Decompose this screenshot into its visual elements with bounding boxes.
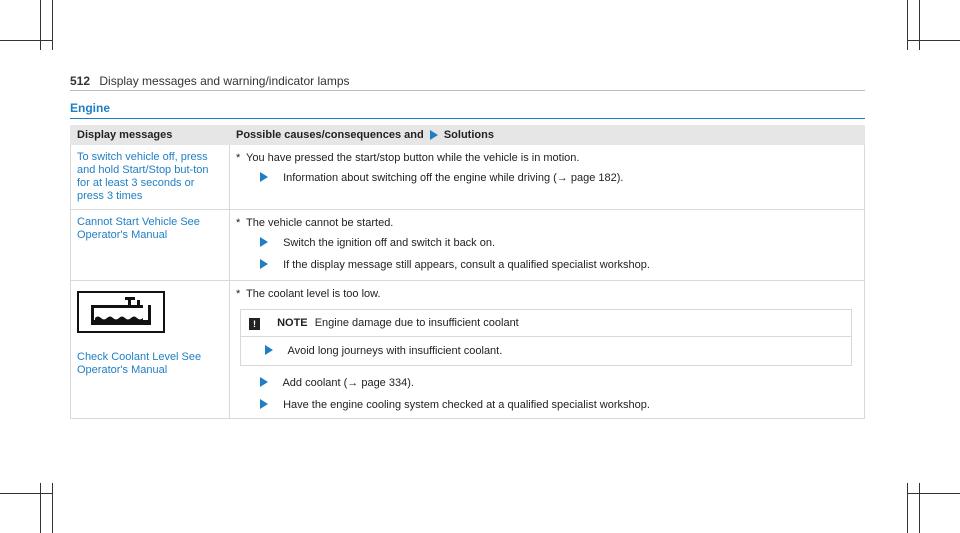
cause-text: The coolant level is too low. bbox=[246, 288, 381, 300]
note-header bbox=[241, 310, 851, 337]
crop-mark bbox=[40, 483, 41, 533]
cause-item bbox=[236, 151, 858, 165]
note-box bbox=[240, 309, 852, 366]
solution-text: Switch the ignition off and switch it back on. bbox=[283, 237, 496, 249]
solution-item bbox=[236, 236, 858, 250]
col-header-solutions-text: Solutions bbox=[443, 129, 494, 141]
col-header-causes-text: Possible causes/consequences and bbox=[236, 129, 424, 141]
crop-mark bbox=[40, 0, 41, 50]
table-row bbox=[71, 281, 865, 419]
bullet-asterisk: * bbox=[236, 217, 241, 229]
note-solution bbox=[241, 337, 851, 365]
note-solution-text: Avoid long journeys with insufficient coolant. bbox=[287, 345, 503, 357]
crop-mark bbox=[919, 0, 920, 50]
display-message: To switch vehicle off, press and hold Start/Stop but-ton for at least 3 seconds or press 3 times bbox=[71, 145, 230, 210]
display-messages-table bbox=[70, 125, 865, 419]
solution-text: If the display message still appears, consult a qualified specialist workshop. bbox=[283, 259, 650, 271]
crop-mark bbox=[908, 40, 960, 41]
solution-item bbox=[236, 258, 858, 272]
warning-icon: ! bbox=[249, 318, 260, 330]
header-rule bbox=[70, 90, 865, 91]
arrow-right-icon bbox=[260, 259, 268, 269]
crop-mark bbox=[0, 40, 52, 41]
col-header-message: Display messages bbox=[71, 126, 230, 145]
solution-item bbox=[236, 376, 858, 390]
cause-text: The vehicle cannot be started. bbox=[246, 217, 394, 229]
arrow-right-icon bbox=[430, 130, 438, 140]
arrow-right-icon bbox=[260, 172, 268, 182]
arrow-right-icon bbox=[260, 377, 268, 387]
table-row bbox=[71, 210, 865, 281]
crop-mark bbox=[908, 493, 960, 494]
note-label: NOTE bbox=[277, 317, 308, 329]
cause-item bbox=[236, 287, 858, 301]
crop-mark bbox=[52, 483, 53, 533]
section-rule bbox=[70, 118, 865, 119]
arrow-right-icon bbox=[260, 237, 268, 247]
solution-item bbox=[236, 171, 858, 185]
crop-mark bbox=[919, 483, 920, 533]
table-row bbox=[71, 145, 865, 210]
cause-item bbox=[236, 216, 858, 230]
crop-mark bbox=[0, 493, 52, 494]
solution-item bbox=[236, 398, 858, 412]
page-number: 512 bbox=[70, 74, 91, 88]
table-header-row bbox=[71, 126, 865, 145]
display-message-cell bbox=[71, 281, 230, 419]
note-text: Engine damage due to insufficient coolant bbox=[314, 317, 519, 329]
solution-text: Have the engine cooling system checked at a qualified specialist workshop. bbox=[283, 399, 650, 411]
crop-mark bbox=[907, 483, 908, 533]
section-title: Engine bbox=[70, 101, 111, 115]
arrow-right-icon bbox=[260, 399, 268, 409]
arrow-right-icon bbox=[265, 345, 273, 355]
causes-cell bbox=[230, 281, 865, 419]
causes-cell bbox=[230, 145, 865, 210]
col-header-causes bbox=[230, 126, 865, 145]
display-message: Check Coolant Level See Operator's Manual bbox=[77, 351, 202, 376]
solution-text[interactable]: Information about switching off the engine while driving (→ page 182). bbox=[283, 172, 624, 184]
causes-cell bbox=[230, 210, 865, 281]
page-header-title: Display messages and warning/indicator lamps bbox=[99, 74, 350, 88]
page-header bbox=[70, 74, 350, 88]
solution-text[interactable]: Add coolant (→ page 334). bbox=[282, 377, 414, 389]
coolant-level-icon bbox=[77, 291, 165, 333]
cause-text: You have pressed the start/stop button while the vehicle is in motion. bbox=[246, 152, 580, 164]
crop-mark bbox=[907, 0, 908, 50]
bullet-asterisk: * bbox=[236, 152, 241, 164]
bullet-asterisk: * bbox=[236, 288, 241, 300]
display-message: Cannot Start Vehicle See Operator's Manual bbox=[71, 210, 230, 281]
crop-mark bbox=[52, 0, 53, 50]
